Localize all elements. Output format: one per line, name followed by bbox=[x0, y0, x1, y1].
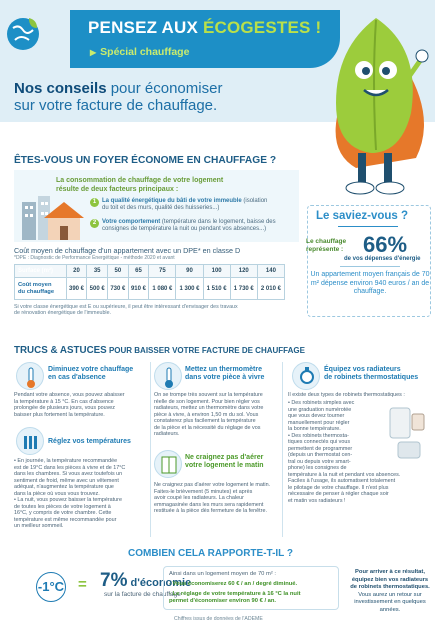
table-cell: 20 bbox=[66, 265, 87, 278]
factor-point-2: Votre comportement (température dans le logement, baisse des consignes de température la nuit ou pendant vos absences...) bbox=[102, 219, 276, 233]
tip-title-aerate: Ne craignez pas d'aérer votre logement le matin bbox=[185, 454, 264, 470]
section-title-tips: TRUCS & ASTUCES POUR BAISSER VOTRE FACTURE DE CHAUFFAGE bbox=[14, 345, 305, 356]
dpe-note: *DPE : Diagnostic de Performance Énergétique - méthode 2020 et avant bbox=[14, 255, 175, 261]
savings-percentage: 7% d'économie bbox=[100, 570, 192, 591]
tip-text-aerate: Ne craignez pas d'aérer votre logement le matin. Faites-le brièvement (5 minutes) et après avoir coupé les radiateurs. La chaleur emmagasinée dans les murs sera rapidement restituée à la pièce dès fermeture de la fenêtre. bbox=[154, 482, 271, 514]
table-cell: 500 € bbox=[87, 278, 108, 300]
thermometer-icon bbox=[154, 362, 182, 390]
factor-point-1: La qualité énergétique du bâti de votre immeuble (isolation du toit et des murs, qualité des huisseries...) bbox=[102, 198, 268, 212]
triangle-icon: ▶ bbox=[90, 48, 97, 57]
source-note: Chiffres issus de données de l'ADEME bbox=[174, 616, 263, 622]
table-cell: 50 bbox=[108, 265, 129, 278]
valve-recommendation: Pour arriver à ce résultat, équipez bien vos radiateurs de robinets thermostatiques. Vous aurez un retour sur investissement en quelques années. bbox=[350, 569, 430, 613]
valve-icon bbox=[292, 362, 320, 390]
point-number-1: 1 bbox=[90, 198, 99, 207]
footnote: Si votre classe énergétique est E ou supérieure, il peut être intéressant d'envisager des travaux de rénovation énergétique de l'immeuble. bbox=[14, 304, 238, 317]
table-cell: 100 bbox=[203, 265, 230, 278]
table-cell: 2 010 € bbox=[257, 278, 284, 300]
table-cell: 1 510 € bbox=[203, 278, 230, 300]
column-divider bbox=[150, 362, 151, 537]
thermometer-icon bbox=[16, 362, 44, 390]
tip-intro-valves: Il existe deux types de robinets thermostatiques : bbox=[288, 392, 405, 398]
leaf-mascot-illustration bbox=[316, 8, 432, 204]
table-cell: 910 € bbox=[128, 278, 149, 300]
section-title-foyer: ÊTES-VOUS UN FOYER ÉCONOME EN CHAUFFAGE ? bbox=[14, 155, 277, 166]
heating-share-value: 66% bbox=[363, 232, 408, 257]
section-title-savings: COMBIEN CELA RAPPORTE-T-IL ? bbox=[128, 548, 293, 559]
tip-title-absence: Diminuez votre chauffage en cas d'absence bbox=[48, 366, 134, 382]
table-header-cell: Surface (m²) bbox=[15, 265, 67, 278]
table-cell: 120 bbox=[230, 265, 257, 278]
table-cell: 75 bbox=[149, 265, 176, 278]
radiator-valve-illustration bbox=[388, 402, 428, 462]
page-title: PENSEZ AUX ÉCOGESTES ! bbox=[88, 18, 322, 37]
table-row bbox=[15, 278, 285, 300]
page-subtitle: ▶ Spécial chauffage bbox=[90, 46, 190, 58]
radiator-icon bbox=[16, 427, 44, 455]
table-cell: 390 € bbox=[66, 278, 87, 300]
heating-share-caption: de vos dépenses d'énergie bbox=[344, 256, 421, 262]
tip-text-thermometer: On se trompe très souvent sur la température réelle de son logement. Pour bien régler vos radiateurs, mettez un thermomètre dans votre pièce à vivre, à environ 1,50 m du sol. Vous constaterez plus facilement la température de la pièce et la nécessité du réglage de vos radiateurs. bbox=[154, 392, 264, 437]
table-cell: 35 bbox=[87, 265, 108, 278]
column-divider bbox=[282, 362, 283, 537]
average-cost-text: Un appartement moyen français de 70 m² dépense environ 940 euros / an de chauffage. bbox=[310, 271, 430, 295]
did-you-know-title: Le saviez-vous ? bbox=[316, 210, 409, 222]
tip-text-valves: • Des robinets simples avec une graduation numérotée que vous devez tourner manuellement pour régler la bonne température. • Des robinets thermosta- tiques connectés qui vous permettent de programmer (depuis un thermostat cen- tral ou depuis votre smart- phone) les consignes de température à la nuit et pendant vos absences. Faciles à l'usage, ils automatisent totalement le pilotage de votre chauffage. Il n'est plus nécessaire de penser à régler chaque soir et matin vos radiateurs ! bbox=[288, 400, 401, 504]
table-header-cell: Coût moyen du chauffage bbox=[15, 278, 67, 300]
cost-caption: Coût moyen de chauffage d'un appartement avec un DPE* en classe D bbox=[14, 246, 241, 255]
intro-text: Nos conseils pour économiser sur votre facture de chauffage. bbox=[14, 80, 223, 114]
tip-title-temperatures: Réglez vos températures bbox=[48, 438, 131, 445]
tip-title-valves: Équipez vos radiateurs de robinets thermostatiques bbox=[324, 366, 419, 382]
table-cell: 90 bbox=[176, 265, 203, 278]
point-number-2: 2 bbox=[90, 219, 99, 228]
tip-text-absence: Pendant votre absence, vous pouvez abaisser la température à 15 °C. En cas d'absence prolongée de plusieurs jours, vous pouvez baisser plus fortement la température. bbox=[14, 392, 125, 418]
divider bbox=[340, 266, 400, 267]
minus-one-degree-badge: -1°C bbox=[36, 572, 66, 602]
tip-text-temperatures: • En journée, la température recommandée est de 19°C dans les pièces à vivre et de 17°C dans les chambres. Si vous avez toutefois un sentiment de froid, même avec un vêtement adéquat, n'augmentez la température que dans la pièce où vous vous trouvez. • La nuit, vous pouvez baisser la température de toutes les pièces de votre logement à 16°C, y compris de votre chambre. Cette température est même recommandée pour un meilleur sommeil. bbox=[14, 458, 126, 529]
tip-title-thermometer: Mettez un thermomètre dans votre pièce à vivre bbox=[185, 366, 265, 382]
table-cell: 140 bbox=[257, 265, 284, 278]
equals-sign: = bbox=[78, 576, 87, 593]
table-cell: 1 080 € bbox=[149, 278, 176, 300]
cost-table bbox=[14, 264, 285, 300]
globe-leaf-icon bbox=[3, 14, 43, 54]
window-icon bbox=[154, 450, 182, 478]
table-cell: 1 730 € bbox=[230, 278, 257, 300]
table-cell: 65 bbox=[128, 265, 149, 278]
divider bbox=[338, 226, 398, 227]
factors-heading: La consommation de chauffage de votre logement résulte de deux facteurs principaux : bbox=[56, 177, 224, 193]
table-row bbox=[15, 265, 285, 278]
table-cell: 1 300 € bbox=[176, 278, 203, 300]
heating-share-label: Le chauffage représente : bbox=[306, 238, 347, 253]
savings-details: Ainsi dans un logement moyen de 70 m² : - Vous économiserez 60 € / an / degré diminué. - Le réglage de votre température à 16 °C la nuit permet d'économiser environ 90 € / an. bbox=[169, 571, 301, 604]
house-illustration bbox=[40, 200, 88, 240]
savings-caption: sur la facture de chauffage bbox=[104, 591, 181, 598]
table-cell: 730 € bbox=[108, 278, 129, 300]
